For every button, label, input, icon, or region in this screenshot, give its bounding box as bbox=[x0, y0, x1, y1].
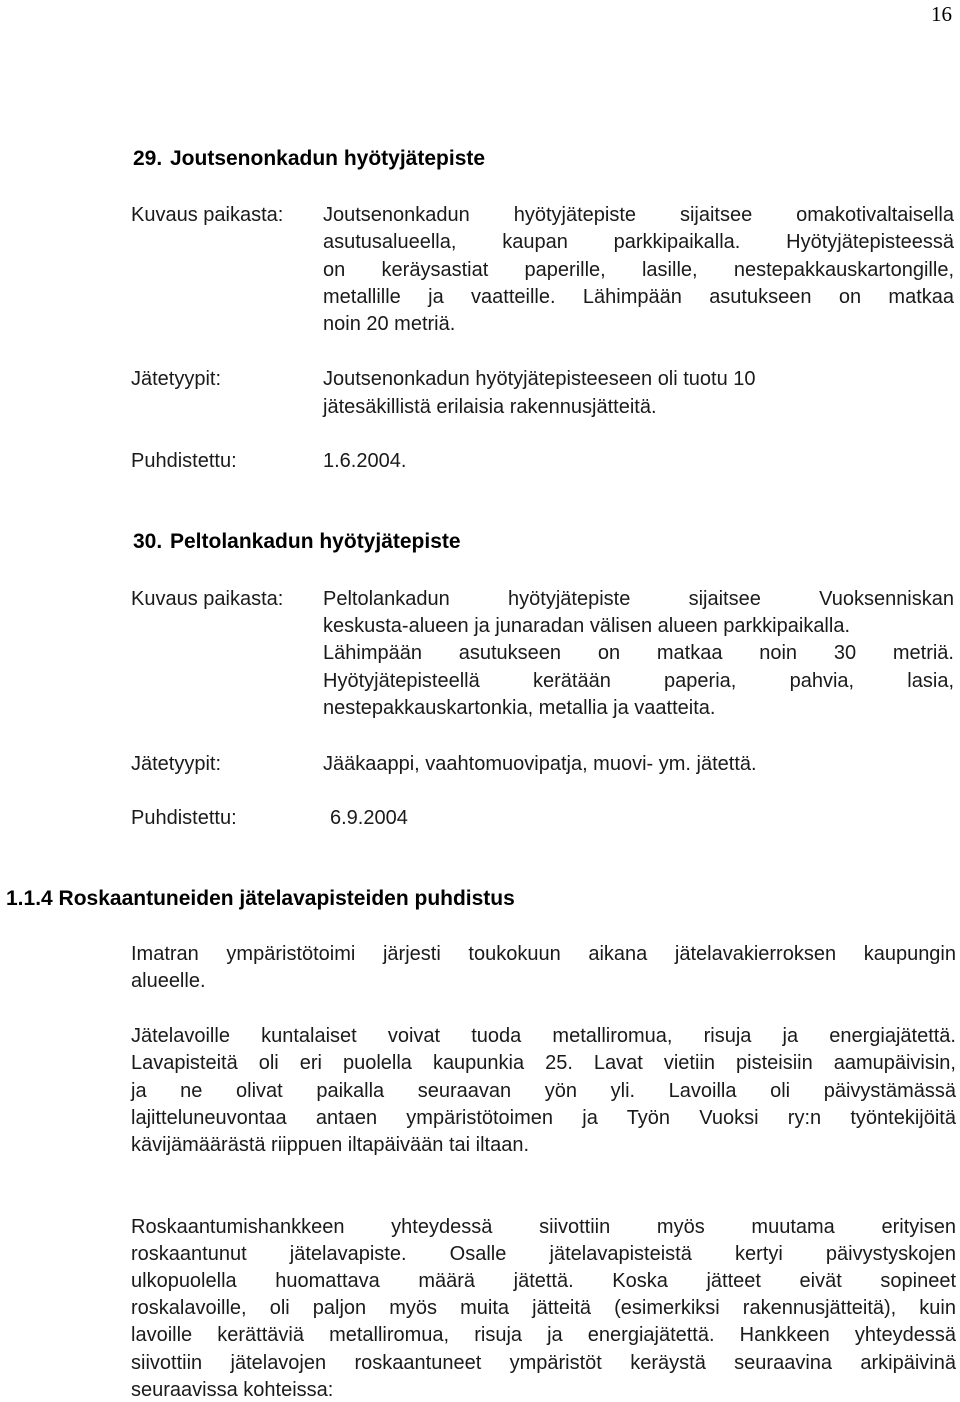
section-29-waste-line: Joutsenonkadun hyötyjätepisteeseen oli tuotu 10 bbox=[323, 368, 756, 390]
section-29-description-label: Kuvaus paikasta: bbox=[131, 204, 284, 226]
section-29-waste-line: jätesäkillistä erilaisia rakennusjätteitä. bbox=[323, 396, 657, 418]
section-29-description-line: noin 20 metriä. bbox=[323, 313, 456, 335]
page-number: 16 bbox=[931, 2, 952, 26]
section-114-heading: 1.1.4 Roskaantuneiden jätelavapisteiden puhdistus bbox=[6, 887, 515, 910]
section-114-para3-line: ulkopuolella huomattava määrä jätettä. Koska jätteet eivät sopineet bbox=[131, 1270, 956, 1292]
section-30-waste-label: Jätetyypit: bbox=[131, 753, 222, 775]
section-30-number: 30. bbox=[133, 530, 163, 553]
section-29-number: 29. bbox=[133, 147, 163, 170]
section-114-para1-line: Imatran ympäristötoimi järjesti toukokuun aikana jätelavakierroksen kaupungin bbox=[131, 943, 956, 965]
section-114-para3-line: lavoille kerättäviä metalliromua, risuja ja energiajätettä. Hankkeen yhteydessä bbox=[131, 1324, 956, 1346]
section-114-para2-line: Jätelavoille kuntalaiset voivat tuoda metalliromua, risuja ja energiajätettä. bbox=[131, 1025, 956, 1047]
section-29-description-line: Joutsenonkadun hyötyjätepiste sijaitsee omakotivaltaisella bbox=[323, 204, 954, 226]
section-114-para3-line: seuraavissa kohteissa: bbox=[131, 1379, 334, 1401]
section-30-cleaned-label: Puhdistettu: bbox=[131, 807, 237, 829]
section-30-description-line: Hyötyjätepisteellä kerätään paperia, pahvia, lasia, bbox=[323, 670, 954, 692]
section-30-waste-text: Jääkaappi, vaahtomuovipatja, muovi- ym. jätettä. bbox=[323, 753, 757, 775]
section-114-para2-line: Lavapisteitä oli eri puolella kaupunkia 25. Lavat vietiin pisteisiin aamupäivisin, bbox=[131, 1052, 956, 1074]
section-30-description-line: nestepakkauskartonkia, metallia ja vaatteita. bbox=[323, 697, 716, 719]
section-114-para3-line: roskaantunut jätelavapiste. Osalle jätelavapisteistä kertyi päivystyskojen bbox=[131, 1243, 956, 1265]
section-114-para2-line: kävijämäärästä riippuen iltapäivään tai iltaan. bbox=[131, 1134, 530, 1156]
section-29-title: Joutsenonkadun hyötyjätepiste bbox=[170, 147, 486, 170]
section-30-description-line: Peltolankadun hyötyjätepiste sijaitsee Vuoksenniskan bbox=[323, 588, 954, 610]
section-114-para2-line: ja ne olivat paikalla seuraavan yön yli. Lavoilla oli päivystämässä bbox=[131, 1080, 956, 1102]
section-114-para2-line: lajitteluneuvontaa antaen ympäristötoimen ja Työn Vuoksi ry:n työntekijöitä bbox=[131, 1107, 956, 1129]
section-29-waste-label: Jätetyypit: bbox=[131, 368, 222, 390]
section-29-description-line: metallille ja vaatteille. Lähimpään asutukseen on matkaa bbox=[323, 286, 954, 308]
section-30-title: Peltolankadun hyötyjätepiste bbox=[170, 530, 461, 553]
section-114-para3-line: Roskaantumishankkeen yhteydessä siivottiin myös muutama erityisen bbox=[131, 1216, 956, 1238]
section-114-para1-line: alueelle. bbox=[131, 970, 206, 992]
section-29-heading bbox=[133, 147, 485, 171]
section-30-description-label: Kuvaus paikasta: bbox=[131, 588, 284, 610]
section-29-cleaned-label: Puhdistettu: bbox=[131, 450, 237, 472]
section-30-description-line: Lähimpään asutukseen on matkaa noin 30 metriä. bbox=[323, 642, 954, 664]
section-29-description-line: asutusalueella, kaupan parkkipaikalla. Hyötyjätepisteessä bbox=[323, 231, 954, 253]
section-29-cleaned-date: 1.6.2004. bbox=[323, 450, 407, 472]
section-30-heading bbox=[133, 530, 461, 554]
section-30-cleaned-date: 6.9.2004 bbox=[330, 807, 408, 829]
section-30-description-line: keskusta-alueen ja junaradan välisen alueen parkkipaikalla. bbox=[323, 615, 851, 637]
section-114-para3-line: roskalavoille, oli paljon myös muita jätteitä (esimerkiksi rakennusjätteitä), kuin bbox=[131, 1297, 956, 1319]
section-114-para3-line: siivottiin jätelavojen roskaantuneet ympäristöt keräystä seuraavina arkipäivinä bbox=[131, 1352, 956, 1374]
section-29-description-line: on keräysastiat paperille, lasille, nestepakkauskartongille, bbox=[323, 259, 954, 281]
